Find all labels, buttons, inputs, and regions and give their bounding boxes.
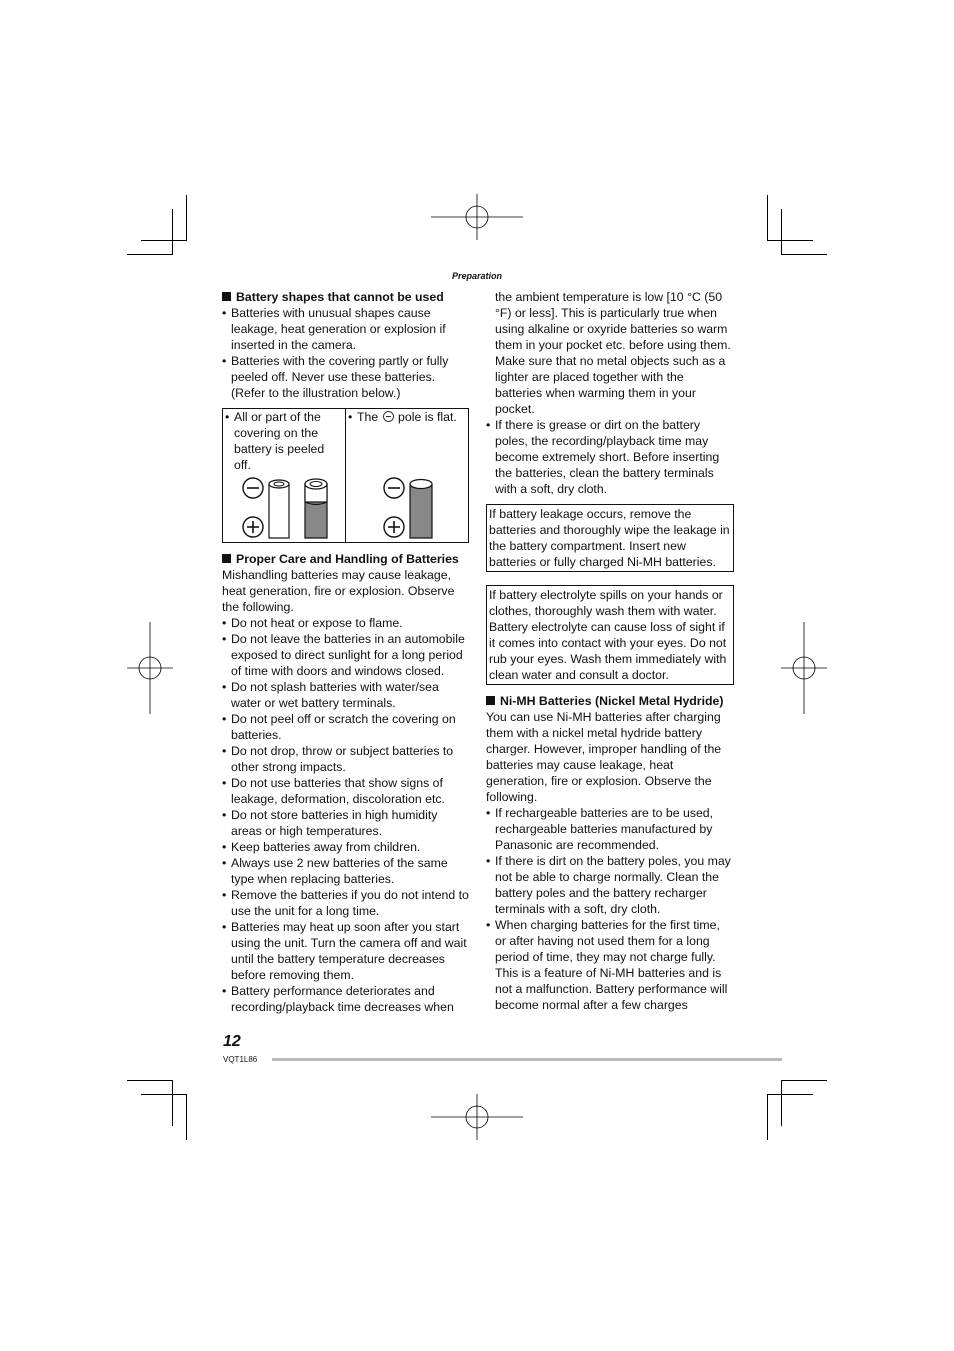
crop-mark	[767, 240, 813, 241]
list-item: • Do not splash batteries with water/sea water or wet battery terminals.	[222, 679, 470, 711]
crop-mark	[127, 254, 173, 255]
right-column	[486, 289, 734, 1013]
minus-pole-icon	[383, 411, 394, 422]
registration-mark-icon	[431, 194, 523, 240]
crop-mark	[781, 209, 782, 255]
crop-mark	[767, 195, 768, 241]
flat-pole-battery-icon	[380, 476, 460, 540]
registration-mark-icon	[127, 622, 173, 714]
square-bullet-icon	[222, 292, 231, 301]
crop-mark	[172, 1080, 173, 1126]
grease-list	[486, 417, 734, 497]
left-column	[222, 289, 470, 1015]
crop-mark	[186, 195, 187, 241]
crop-mark	[781, 254, 827, 255]
footer-rule	[272, 1058, 782, 1061]
crop-mark	[186, 1094, 187, 1140]
crop-mark	[141, 1094, 187, 1095]
list-item: • Do not store batteries in high humidity areas or high temperatures.	[222, 807, 470, 839]
shapes-heading: Battery shapes that cannot be used	[222, 289, 470, 305]
shapes-list	[222, 305, 470, 401]
list-item: • If rechargeable batteries are to be used, rechargeable batteries manufactured by Panasonic are recommended.	[486, 805, 734, 853]
crop-mark	[781, 1080, 827, 1081]
cell-text: • All or part of the covering on the battery is peeled off.	[225, 409, 343, 473]
square-bullet-icon	[486, 696, 495, 705]
list-item: • Do not leave the batteries in an automobile exposed to direct sunlight for a long period of time with doors and windows closed.	[222, 631, 470, 679]
list-item: • When charging batteries for the first time, or after having not used them for a long period of time, they may not charge fully. This is a feature of Ni-MH batteries and is not a malfunction. Battery performance will become normal after a few charges	[486, 917, 734, 1013]
crop-mark	[127, 1080, 173, 1081]
nimh-intro: You can use Ni-MH batteries after charging them with a nickel metal hydride battery charger. However, improper handling of the batteries may cause leakage, heat generation, fire or explosion. Observe the following.	[486, 710, 722, 804]
model-code: VQT1L86	[223, 1055, 258, 1064]
note-leakage: If battery leakage occurs, remove the batteries and thoroughly wipe the leakage in the battery compartment. Insert new batteries or fully charged Ni-MH batteries.	[486, 504, 734, 572]
list-item: • Do not drop, throw or subject batteries to other strong impacts.	[222, 743, 470, 775]
square-bullet-icon	[222, 554, 231, 563]
crop-mark	[767, 1094, 768, 1140]
nimh-list	[486, 805, 734, 1013]
table-cell-peeled	[223, 409, 346, 542]
battery-shapes-table	[222, 408, 469, 543]
page-number: 12	[223, 1033, 241, 1050]
list-item: • Do not heat or expose to flame.	[222, 615, 470, 631]
registration-mark-icon	[431, 1094, 523, 1140]
list-item: • Batteries with the covering partly or fully peeled off. Never use these batteries. (Refer to the illustration below.)	[222, 353, 470, 401]
table-cell-flat-pole	[346, 409, 468, 542]
care-intro: Mishandling batteries may cause leakage, heat generation, fire or explosion. Observe the following.	[222, 568, 455, 614]
list-item: • Remove the batteries if you do not intend to use the unit for a long time.	[222, 887, 470, 919]
list-item: • If there is dirt on the battery poles, you may not be able to charge normally. Clean the battery poles and the battery recharger terminals with a soft, dry cloth.	[486, 853, 734, 917]
continued-text: the ambient temperature is low [10 °C (50 °F) or less]. This is particularly true when using alkaline or oxyride batteries so warm them in your pocket etc. before using them. Make sure that no metal objects such as a lighter are placed together with the batteries when warming them in your pocket.	[495, 290, 731, 416]
peeled-battery-icon	[239, 476, 339, 540]
cell-text: • The pole is flat.	[348, 409, 466, 425]
list-item: • Always use 2 new batteries of the same type when replacing batteries.	[222, 855, 470, 887]
note-electrolyte: If battery electrolyte spills on your hands or clothes, thoroughly wash them with water. Battery electrolyte can cause loss of sight if it comes into contact with your eyes. Do not rub your eyes. Wash them immediately with clean water and consult a doctor.	[486, 585, 734, 685]
crop-mark	[781, 1080, 782, 1126]
list-item: • Battery performance deteriorates and recording/playback time decreases when	[222, 983, 470, 1015]
section-header: Preparation	[451, 271, 502, 281]
list-item: • Do not peel off or scratch the covering on batteries.	[222, 711, 470, 743]
nimh-heading: Ni-MH Batteries (Nickel Metal Hydride)	[486, 693, 734, 709]
care-heading: Proper Care and Handling of Batteries	[222, 551, 470, 567]
list-item: • Batteries with unusual shapes cause leakage, heat generation or explosion if inserted in the camera.	[222, 305, 470, 353]
list-item: • Keep batteries away from children.	[222, 839, 470, 855]
registration-mark-icon	[781, 622, 827, 714]
crop-mark	[141, 240, 187, 241]
list-item: • If there is grease or dirt on the battery poles, the recording/playback time may become extremely short. Before inserting the batteries, clean the battery terminals with a soft, dry cloth.	[486, 417, 734, 497]
list-item: • Do not use batteries that show signs of leakage, deformation, discoloration etc.	[222, 775, 470, 807]
crop-mark	[767, 1094, 813, 1095]
care-list	[222, 615, 470, 1015]
crop-mark	[172, 209, 173, 255]
list-item: • Batteries may heat up soon after you start using the unit. Turn the camera off and wait until the battery temperature decreases before removing them.	[222, 919, 470, 983]
